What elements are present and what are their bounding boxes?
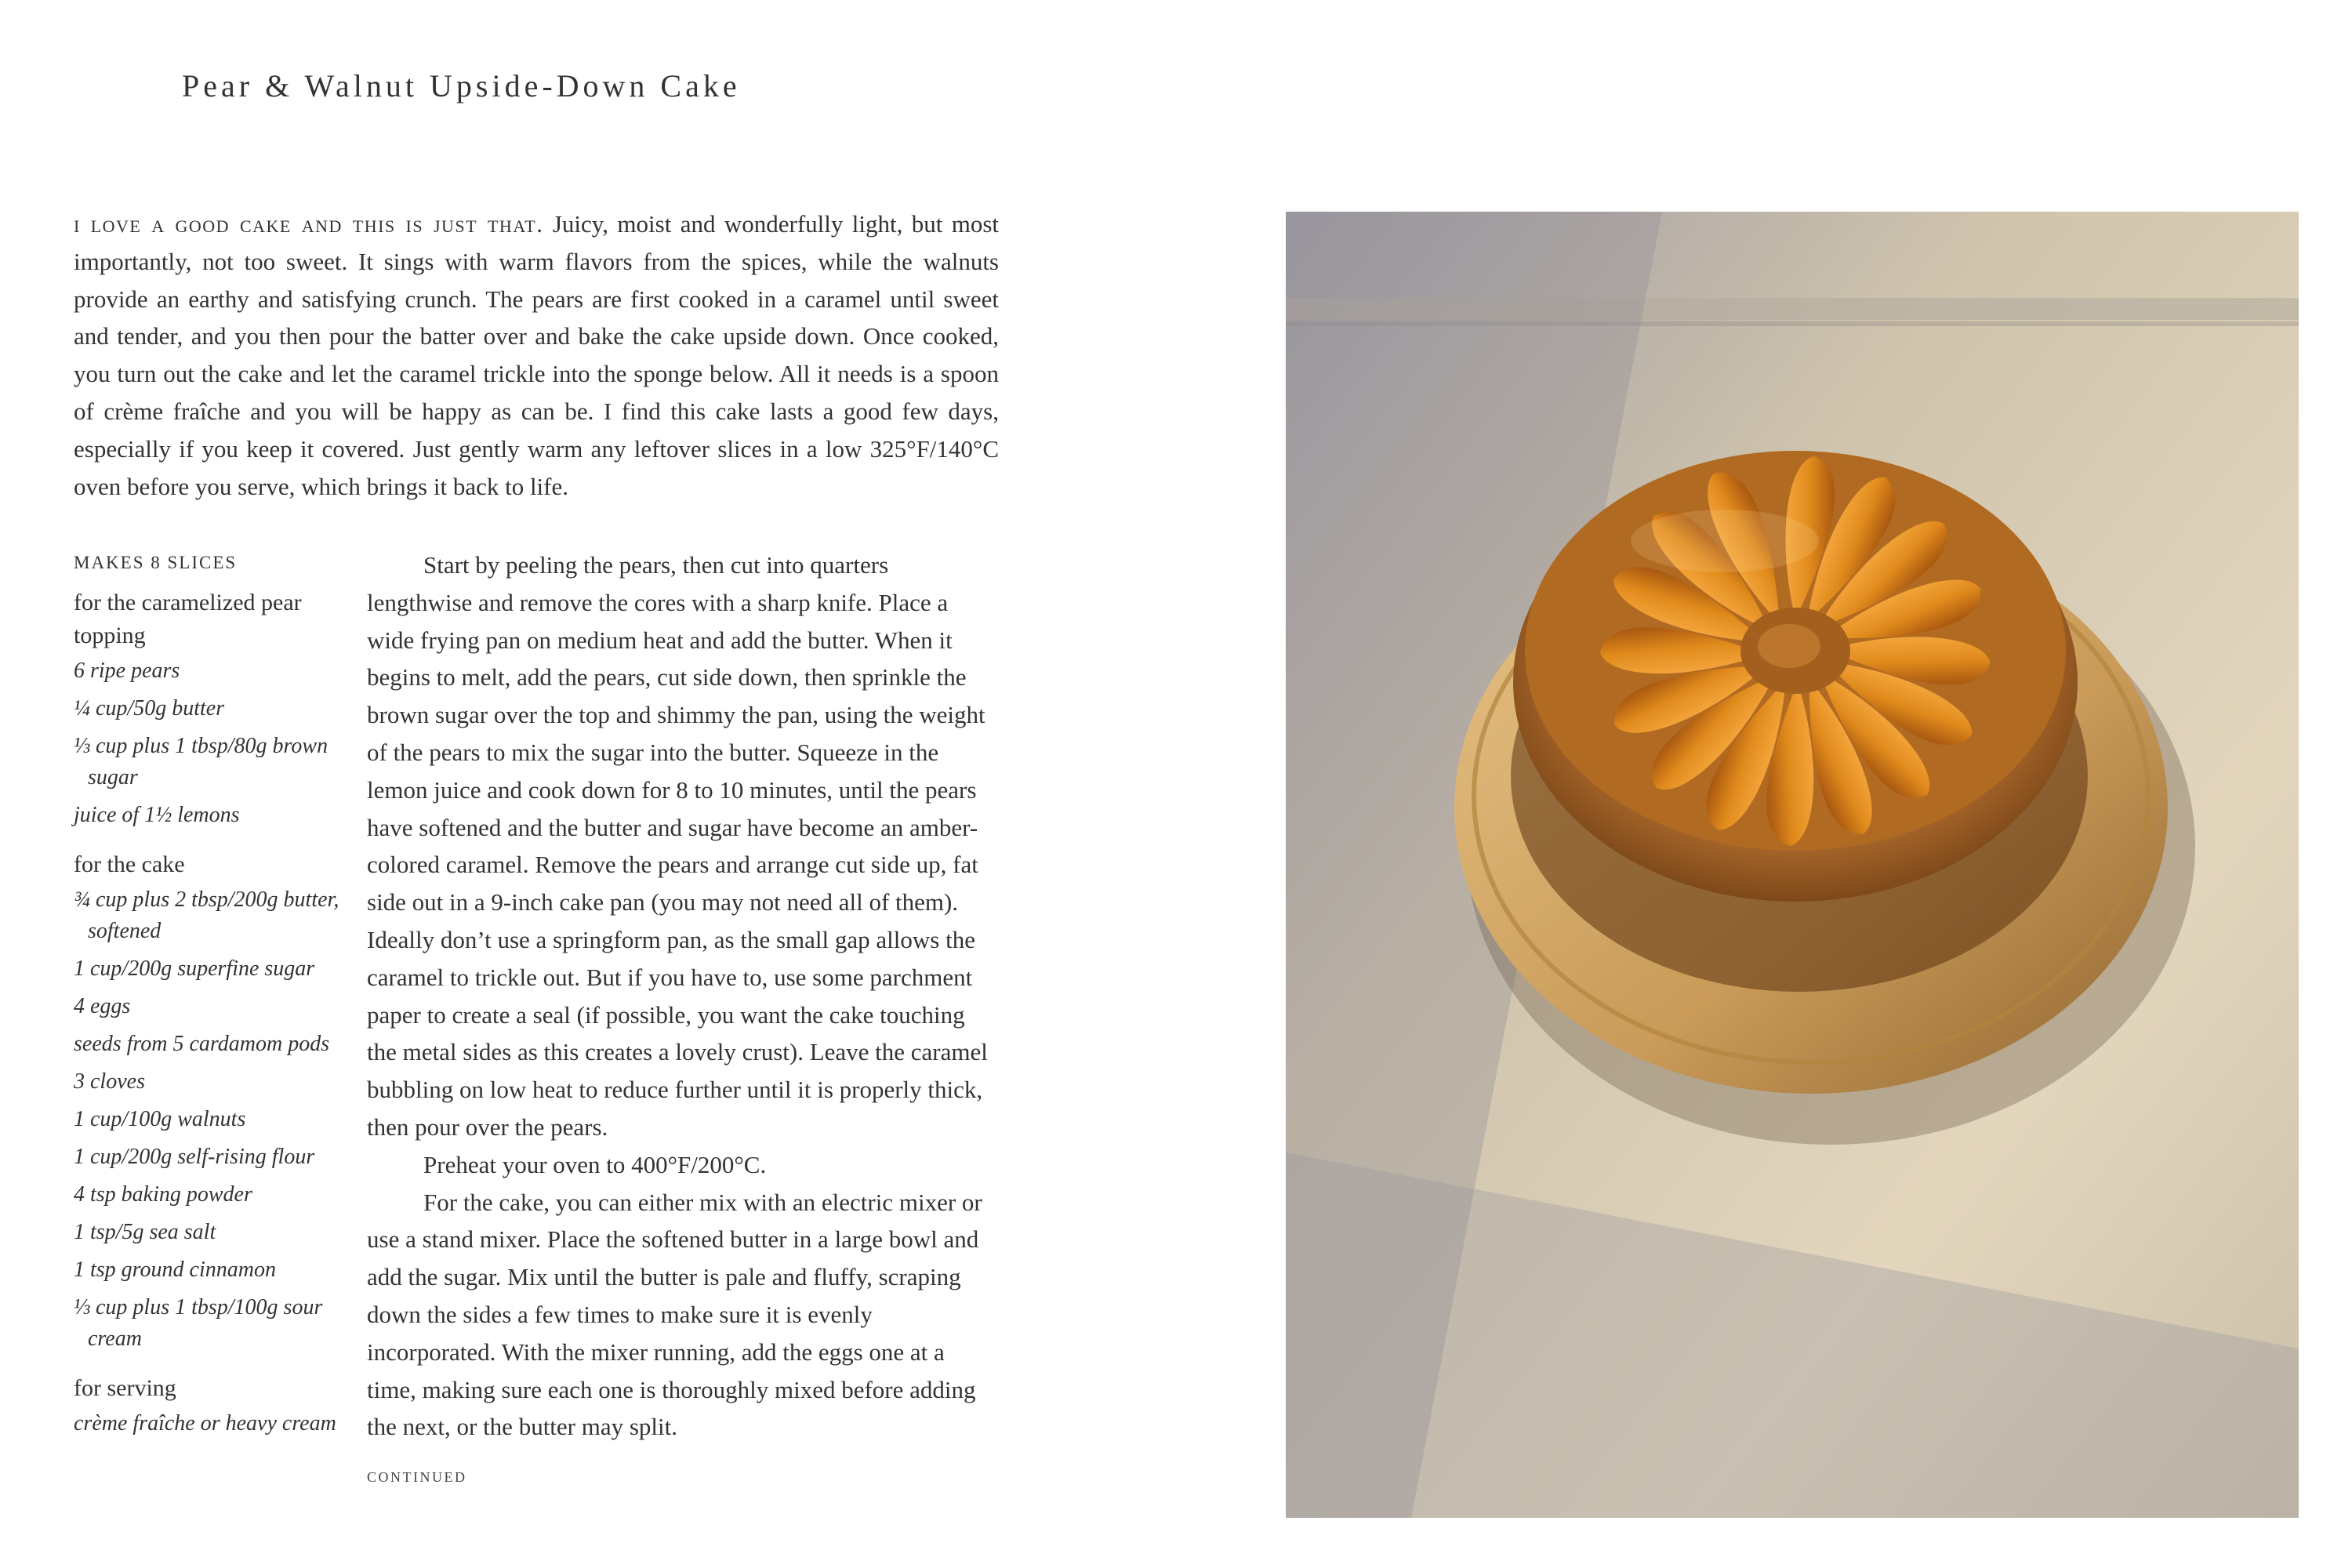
ingredient-group-heading: for the caramelized pear topping (74, 590, 302, 648)
recipe-title: Pear & Walnut Upside-Down Cake (182, 68, 741, 103)
ingredient-item: crème fraîche or heavy cream (74, 1411, 336, 1436)
intro-body: Juicy, moist and wonderfully light, but most importantly, not too sweet. It sings with warm flavors from the spices, while the walnuts provide an earthy and satisfying crunch. The pears are first cooked in a caramel until sweet and tender, and you then pour the batter over and bake the cake upside down. Once cooked, you turn out the cake and let the caramel trickle into the sponge below. All it needs is a spoon of crème fraîche and you will be happy as can be. I find this cake lasts a good few days, especially if you keep it covered. Just gently warm any leftover slices in a low 325°F/140°C oven before you serve, which brings it back to life. (74, 210, 1000, 500)
cake-photo (1286, 212, 2299, 1518)
ingredient-item: 1 tsp ground cinnamon (74, 1258, 276, 1282)
ingredient-item: ⅓ cup plus 1 tbsp/80g brown sugar (74, 734, 328, 789)
ingredient-item: seeds from 5 cardamom pods (74, 1032, 330, 1056)
ingredient-item: 1 cup/200g superfine sugar (74, 956, 315, 981)
ingredient-item: ⅓ cup plus 1 tbsp/100g sour cream (74, 1295, 323, 1351)
ingredient-item: 1 cup/100g walnuts (74, 1107, 246, 1131)
yield-label: MAKES 8 SLICES (74, 553, 238, 572)
ingredient-item: 4 tsp baking powder (74, 1182, 252, 1207)
ingredient-list-topping (74, 655, 356, 831)
ingredients-column (74, 549, 356, 1457)
ingredient-group-heading: for the cake (74, 851, 185, 877)
recipe-intro (74, 205, 999, 505)
highlight (1631, 510, 1819, 572)
ingredient-item: ¼ cup/50g butter (74, 696, 225, 720)
ingredient-item: juice of 1½ lemons (74, 803, 240, 827)
method-paragraph: For the cake, you can either mix with an electric mixer or use a stand mixer. Place the softened butter in a large bowl and add the sugar. Mix until the butter is pale and fluffy, scraping down the sides a few times to make sure it is evenly incorporated. With the mixer running, add the eggs one at a time, making sure each one is thoroughly mixed before adding the next, or the butter may split. (367, 1188, 982, 1441)
method-paragraph: Start by peeling the pears, then cut into quarters lengthwise and remove the cores with a sharp knife. Place a wide frying pan on medium heat and add the butter. When it begins to melt, add the pears, cut side down, then sprinkle the brown sugar over the top and shimmy the pan, using the weight of the pears to mix the sugar into the butter. Squeeze in the lemon juice and cook down for 8 to 10 minutes, until the pears have softened and the butter and sugar have become an amber-colored caramel. Remove the pears and arrange cut side up, fat side out in a 9-inch cake pan (you may not need all of them). Ideally don’t use a springform pan, as the small gap allows the caramel to trickle out. But if you have to, use some parchment paper to create a seal (if possible, you want the cake touching the metal sides as this creates a lovely crust). Leave the caramel bubbling on low heat to reduce further until it is properly thick, then pour over the pears. (367, 551, 988, 1141)
continued-label: CONTINUED (367, 1469, 467, 1485)
cake-photo-illustration (1286, 212, 2299, 1518)
ingredient-list-cake (74, 884, 356, 1355)
intro-lead: i love a good cake and this is just that. (74, 210, 544, 238)
ingredient-item: 1 tsp/5g sea salt (74, 1220, 216, 1244)
method-column (367, 546, 994, 1446)
ingredient-item: 6 ripe pears (74, 659, 180, 683)
ingredient-list-serving (74, 1408, 356, 1439)
ingredient-item: 4 eggs (74, 994, 131, 1018)
ingredient-item: ¾ cup plus 2 tbsp/200g butter, softened (74, 887, 339, 943)
ingredient-item: 3 cloves (74, 1069, 145, 1094)
method-paragraph: Preheat your oven to 400°F/200°C. (423, 1150, 767, 1178)
ingredient-group-heading: for serving (74, 1375, 176, 1401)
ingredient-item: 1 cup/200g self-rising flour (74, 1145, 315, 1169)
